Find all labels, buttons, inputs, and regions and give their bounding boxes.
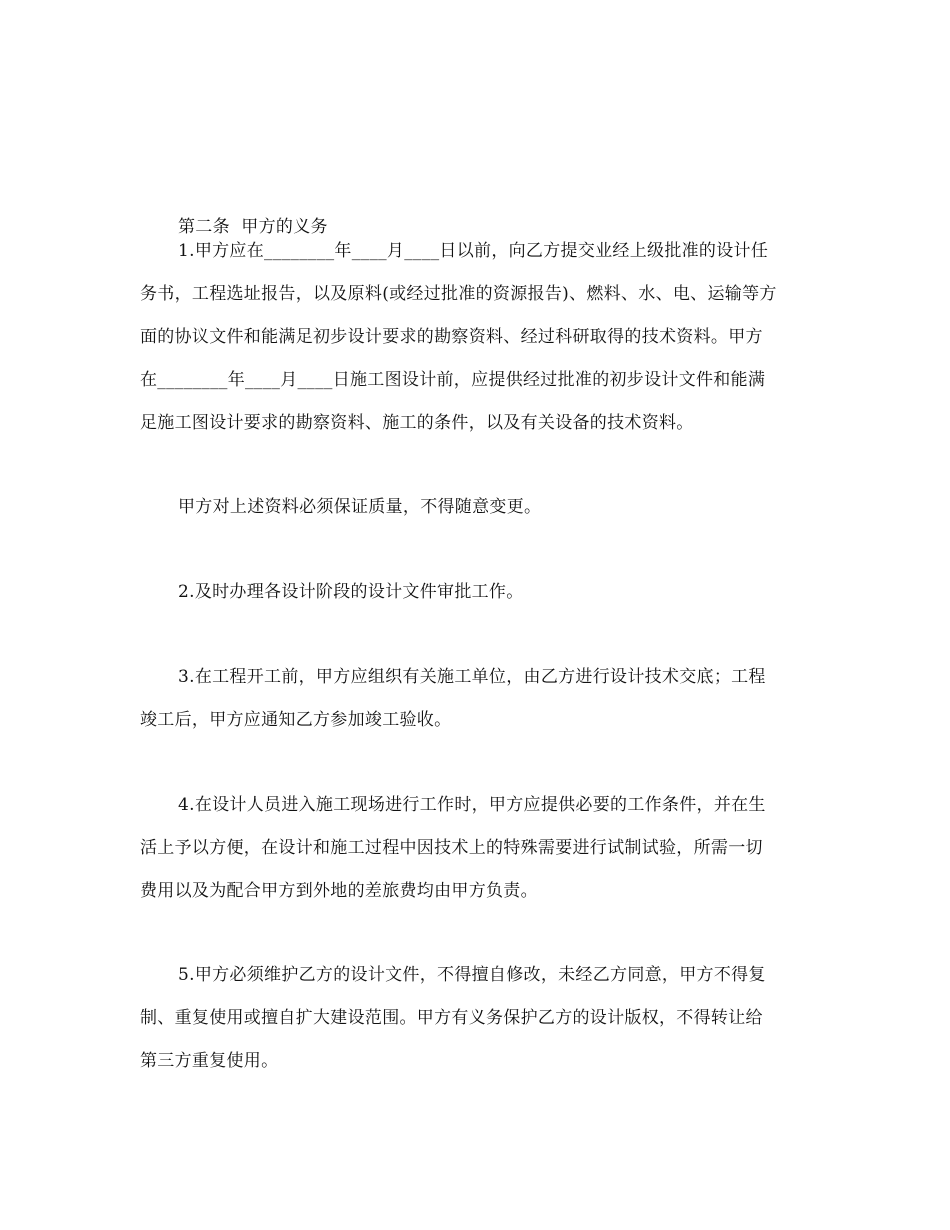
paragraph-1-line-4: 在________年____月____日施工图设计前，应提供经过批准的初步设计文件和能满 [140, 370, 766, 390]
paragraph-1-line-5: 足施工图设计要求的勘察资料、施工的条件，以及有关设备的技术资料。 [140, 413, 694, 433]
paragraph-4-line-1: 3.在工程开工前，甲方应组织有关施工单位，由乙方进行设计技术交底；工程 [178, 667, 766, 687]
heading-line: 第二条 甲方的义务 [178, 217, 328, 237]
paragraph-6-line-1: 5.甲方必须维护乙方的设计文件，不得擅自修改，未经乙方同意，甲方不得复 [178, 965, 766, 985]
paragraph-1-line-2: 务书，工程选址报告，以及原料(或经过批准的资源报告)、燃料、水、电、运输等方 [140, 284, 777, 304]
paragraph-4-line-2: 竣工后，甲方应通知乙方参加竣工验收。 [140, 710, 452, 730]
paragraph-5-line-3: 费用以及为配合甲方到外地的差旅费均由甲方负责。 [140, 881, 538, 901]
paragraph-6-line-3: 第三方重复使用。 [140, 1051, 279, 1071]
paragraph-6-line-2: 制、重复使用或擅自扩大建设范围。甲方有义务保护乙方的设计版权，不得转让给 [140, 1008, 763, 1028]
paragraph-1-line-3: 面的协议文件和能满足初步设计要求的勘察资料、经过科研取得的技术资料。甲方 [140, 327, 763, 347]
paragraph-5-line-2: 活上予以方便，在设计和施工过程中因技术上的特殊需要进行试制试验，所需一切 [140, 838, 763, 858]
paragraph-2-line-1: 甲方对上述资料必须保证质量，不得随意变更。 [178, 497, 542, 517]
paragraph-5-line-1: 4.在设计人员进入施工现场进行工作时，甲方应提供必要的工作条件，并在生 [178, 795, 766, 815]
paragraph-3-line-1: 2.及时办理各设计阶段的设计文件审批工作。 [178, 582, 524, 602]
paragraph-1-line-1: 1.甲方应在________年____月____日以前，向乙方提交业经上级批准的设计任 [178, 241, 769, 261]
